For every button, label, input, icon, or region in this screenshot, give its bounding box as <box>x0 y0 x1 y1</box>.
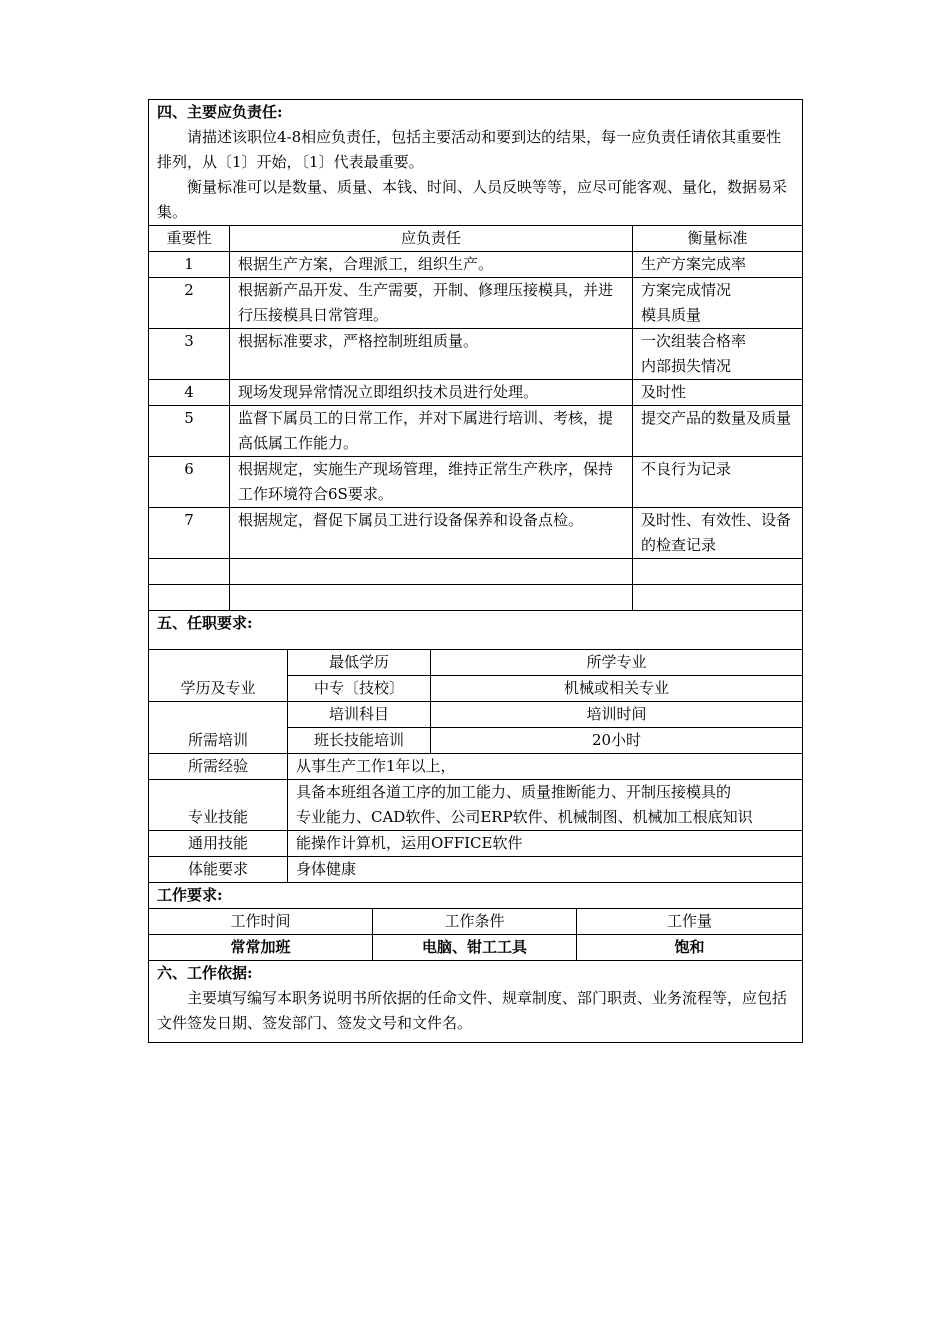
empty-row <box>149 559 803 585</box>
rank-cell: 2 <box>149 278 230 329</box>
section6-block <box>149 961 803 1043</box>
table-row <box>149 457 803 508</box>
section4-title: 四、主要应负责任: <box>157 103 283 121</box>
professional-line2: 专业能力、CAD软件、公司ERP软件、机械制图、机械加工根底知识 <box>296 808 753 826</box>
measure-cell: 方案完成情况 模具质量 <box>633 278 803 329</box>
duty-cell: 根据新产品开发、生产需要，开制、修理压接模具，并进行压接模具日常管理。 <box>230 278 633 329</box>
duty-cell: 监督下属员工的日常工作，并对下属进行培训、考核，提高低属工作能力。 <box>230 406 633 457</box>
section4-block <box>149 100 803 226</box>
work-value-time: 常常加班 <box>149 935 373 961</box>
training-v2: 20小时 <box>431 728 803 754</box>
table-row <box>149 406 803 457</box>
section4-intro2: 衡量标准可以是数量、质量、本钱、时间、人员反映等等，应尽可能客观、量化，数据易采集。 <box>157 178 788 221</box>
table-row <box>149 380 803 406</box>
requirements-table <box>148 611 803 883</box>
measure-cell: 及时性 <box>633 380 803 406</box>
section5-title: 五、任职要求: <box>157 614 253 632</box>
duty-cell: 根据生产方案，合理派工，组织生产。 <box>230 252 633 278</box>
measure-cell: 及时性、有效性、设备的检查记录 <box>633 508 803 559</box>
header-measure: 衡量标准 <box>633 226 803 252</box>
general-value: 能操作计算机，运用OFFICE软件 <box>288 831 803 857</box>
measure-cell: 不良行为记录 <box>633 457 803 508</box>
rank-cell: 5 <box>149 406 230 457</box>
section5-block <box>149 611 803 650</box>
professional-label: 专业技能 <box>149 780 288 831</box>
training-h2: 培训时间 <box>431 702 803 728</box>
table-row <box>149 278 803 329</box>
work-header-condition: 工作条件 <box>373 909 577 935</box>
measure-cell: 提交产品的数量及质量 <box>633 406 803 457</box>
rank-cell: 6 <box>149 457 230 508</box>
work-title: 工作要求: <box>157 886 223 904</box>
responsibilities-table <box>148 99 803 611</box>
work-value-condition: 电脑、钳工工具 <box>373 935 577 961</box>
duty-cell: 现场发现异常情况立即组织技术员进行处理。 <box>230 380 633 406</box>
general-label: 通用技能 <box>149 831 288 857</box>
table-row <box>149 329 803 380</box>
education-label: 学历及专业 <box>149 650 288 702</box>
duty-cell: 根据规定，实施生产现场管理，维持正常生产秩序，保持工作环境符合6S要求。 <box>230 457 633 508</box>
table-row <box>149 252 803 278</box>
physical-value: 身体健康 <box>288 857 803 883</box>
work-block <box>149 883 803 909</box>
training-label: 所需培训 <box>149 702 288 754</box>
experience-label: 所需经验 <box>149 754 288 780</box>
empty-row <box>149 585 803 611</box>
duty-cell: 根据标准要求，严格控制班组质量。 <box>230 329 633 380</box>
work-value-load: 饱和 <box>577 935 803 961</box>
duty-cell: 根据规定，督促下属员工进行设备保养和设备点检。 <box>230 508 633 559</box>
education-h2: 所学专业 <box>431 650 803 676</box>
education-v2: 机械或相关专业 <box>431 676 803 702</box>
education-h1: 最低学历 <box>288 650 431 676</box>
professional-value <box>288 780 803 831</box>
rank-cell: 4 <box>149 380 230 406</box>
education-v1: 中专〔技校〕 <box>288 676 431 702</box>
professional-line1: 具备本班组各道工序的加工能力、质量推断能力、开制压接模具的 <box>296 783 732 801</box>
work-header-time: 工作时间 <box>149 909 373 935</box>
rank-cell: 3 <box>149 329 230 380</box>
physical-label: 体能要求 <box>149 857 288 883</box>
section4-intro1: 请描述该职位4-8相应负责任，包括主要活动和要到达的结果，每一应负责任请依其重要性排列，从〔1〕开始，〔1〕代表最重要。 <box>157 128 782 171</box>
training-v1: 班长技能培训 <box>288 728 431 754</box>
table-row <box>149 508 803 559</box>
work-table <box>148 883 803 1043</box>
header-importance: 重要性 <box>149 226 230 252</box>
training-h1: 培训科目 <box>288 702 431 728</box>
job-description-document <box>148 99 802 1043</box>
work-header-load: 工作量 <box>577 909 803 935</box>
measure-cell: 生产方案完成率 <box>633 252 803 278</box>
rank-cell: 7 <box>149 508 230 559</box>
section6-title: 六、工作依据: <box>157 964 253 982</box>
rank-cell: 1 <box>149 252 230 278</box>
experience-value: 从事生产工作1年以上， <box>288 754 803 780</box>
section6-text: 主要填写编写本职务说明书所依据的任命文件、规章制度、部门职责、业务流程等，应包括文件签发日期、签发部门、签发文号和文件名。 <box>157 989 788 1032</box>
measure-cell: 一次组装合格率 内部损失情况 <box>633 329 803 380</box>
header-duty: 应负责任 <box>230 226 633 252</box>
